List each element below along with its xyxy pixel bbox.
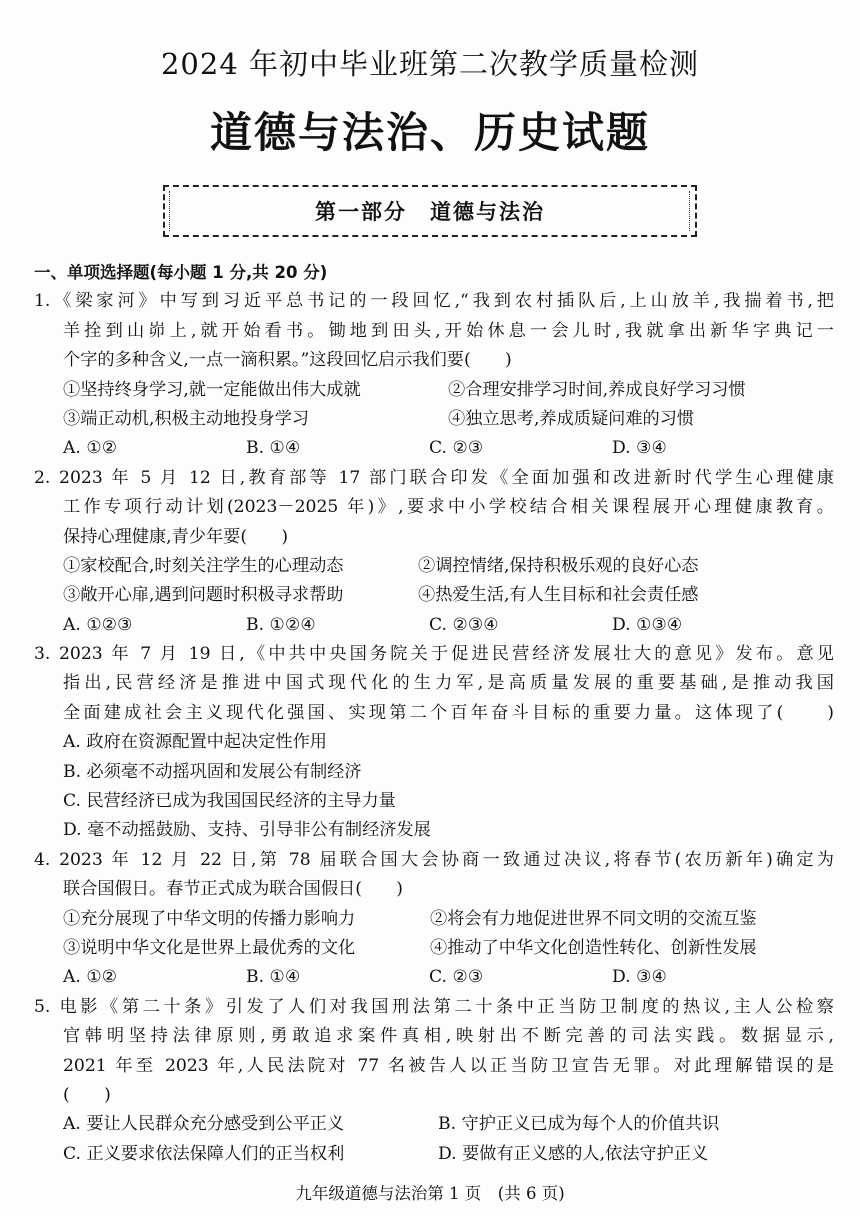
question-4	[34, 846, 834, 993]
statement: ②调控情绪,保持积极乐观的良好心态	[418, 555, 699, 576]
question-3	[34, 640, 834, 846]
choice-c: C. 正义要求依法保障人们的正当权利	[63, 1143, 345, 1164]
statement: ③端正动机,积极主动地投身学习	[63, 408, 310, 429]
statement: ②合理安排学习时间,养成良好学习习惯	[448, 379, 746, 400]
section-heading: 一、单项选择题(每小题 1 分,共 20 分)	[34, 263, 328, 282]
statement: ①家校配合,时刻关注学生的心理动态	[63, 555, 344, 576]
question-stem-line: 3. 2023 年 7 月 19 日,《中共中央国务院关于促进民营经济发展壮大的意见》发布。意见	[34, 644, 834, 665]
question-stem-line: 4. 2023 年 12 月 22 日,第 78 届联合国大会协商一致通过决议,将春节(农历新年)确定为	[34, 849, 834, 870]
statement: ③敞开心扉,遇到问题时积极寻求帮助	[63, 585, 344, 606]
statement: ②将会有力地促进世界不同文明的交流互鉴	[430, 908, 757, 929]
question-stem-line: 工作专项行动计划(2023－2025 年)》,要求中小学校结合相关课程展开心理健康教育。	[63, 497, 834, 518]
subject-title: 道德与法治、历史试题	[209, 108, 650, 157]
choice-d: D. 毫不动摇鼓励、支持、引导非公有制经济发展	[63, 820, 431, 841]
choice-a: A. 要让人民群众充分感受到公平正义	[63, 1114, 345, 1135]
option-c: C. ②③	[429, 967, 484, 988]
part-label: 第一部分 道德与法治	[315, 200, 545, 224]
question-stem-line: 1.《梁家河》中写到习近平总书记的一段回忆,“我到农村插队后,上山放羊,我揣着书,把	[34, 291, 834, 312]
option-c: C. ②③④	[429, 614, 499, 635]
choice-d: D. 要做有正义感的人,依法守护正义	[438, 1143, 709, 1164]
option-a: A. ①②	[63, 438, 118, 459]
option-a: A. ①②③	[63, 614, 133, 635]
option-d: D. ①③④	[612, 614, 683, 635]
question-stem-line: 2. 2023 年 5 月 12 日,教育部等 17 部门联合印发《全面加强和改进新时代学生心理健康	[34, 467, 834, 488]
exam-title: 2024 年初中毕业班第二次教学质量检测	[160, 47, 700, 81]
question-stem-line: 5. 电影《第二十条》引发了人们对我国刑法第二十条中正当防卫制度的热议,主人公检察	[34, 996, 834, 1017]
question-stem-line: 联合国假日。春节正式成为联合国假日( )	[63, 879, 403, 900]
statement: ①充分展现了中华文明的传播力影响力	[63, 908, 356, 929]
part-label-box	[163, 185, 697, 237]
option-d: D. ③④	[612, 438, 667, 459]
question-2	[34, 464, 834, 640]
option-a: A. ①②	[63, 967, 118, 988]
option-d: D. ③④	[612, 967, 667, 988]
option-b: B. ①④	[246, 438, 301, 459]
choice-c: C. 民营经济已成为我国国民经济的主导力量	[63, 791, 396, 812]
question-stem-line: 指出,民营经济是推进中国式现代化的生力军,是高质量发展的重要基础,是推动我国	[63, 673, 834, 694]
question-stem-line: 保持心理健康,青少年要( )	[63, 526, 289, 547]
statement: ④热爱生活,有人生目标和社会责任感	[418, 585, 699, 606]
statement: ③说明中华文化是世界上最优秀的文化	[63, 937, 356, 958]
question-stem-line: 全面建成社会主义现代化强国、实现第二个百年奋斗目标的重要力量。这体现了( )	[63, 702, 834, 723]
statement: ①坚持终身学习,就一定能做出伟大成就	[63, 379, 361, 400]
question-body	[34, 258, 834, 1169]
question-stem-line: 羊拴到山峁上,就开始看书。锄地到田头,开始休息一会儿时,我就拿出新华字典记一	[63, 320, 834, 341]
page-footer: 九年级道德与法治第 1 页 (共 6 页)	[295, 1184, 565, 1203]
choice-b: B. 必须毫不动摇巩固和发展公有制经济	[63, 761, 362, 782]
question-stem-line: 2021 年至 2023 年,人民法院对 77 名被告人以正当防卫宣告无罪。对此理解错误的是	[63, 1055, 834, 1076]
question-5	[34, 993, 834, 1169]
option-c: C. ②③	[429, 438, 484, 459]
question-stem-line: 官韩明坚持法律原则,勇敢追求案件真相,映射出不断完善的司法实践。数据显示,	[63, 1026, 834, 1047]
statement: ④独立思考,养成质疑问难的习惯	[448, 408, 695, 429]
option-b: B. ①④	[246, 967, 301, 988]
question-1	[34, 287, 834, 463]
statement: ④推动了中华文化创造性转化、创新性发展	[430, 937, 757, 958]
choice-a: A. 政府在资源配置中起决定性作用	[63, 732, 327, 753]
option-b: B. ①②④	[246, 614, 316, 635]
question-stem-line: 个字的多种含义,一点一滴积累。”这段回忆启示我们要( )	[63, 350, 512, 371]
choice-b: B. 守护正义已成为每个人的价值共识	[438, 1114, 720, 1135]
question-stem-line: ( )	[63, 1084, 111, 1105]
